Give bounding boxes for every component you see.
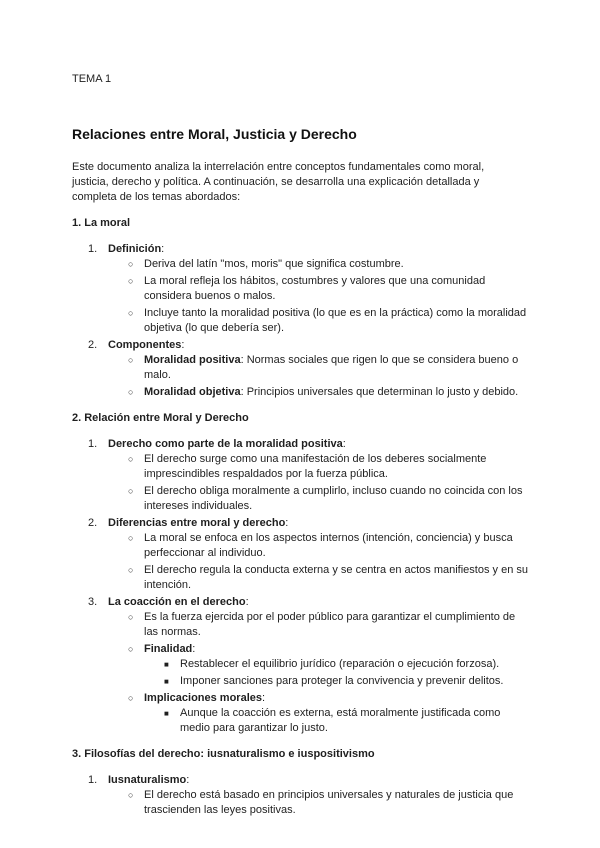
bullet-text: Aunque la coacción es externa, está moralmente justificada como medio para garantizar lo justo.	[180, 707, 501, 734]
circle-bullet-icon: ○	[128, 612, 134, 622]
bullet-text: La moral se enfoca en los aspectos internos (intención, conciencia) y busca perfeccionar al individuo.	[144, 532, 513, 559]
section-label: TEMA 1	[72, 73, 112, 85]
item-label: Iusnaturalismo	[108, 774, 187, 786]
page-title: Relaciones entre Moral, Justicia y Derecho	[72, 126, 357, 142]
list-item	[72, 516, 528, 593]
section-3-heading: 3. Filosofías del derecho: iusnaturalismo e iuspositivismo	[72, 748, 375, 760]
colon: :	[285, 517, 289, 529]
bullet-text: La moral refleja los hábitos, costumbres y valores que una comunidad considera buenos o malos.	[144, 275, 486, 302]
circle-bullet-icon: ○	[128, 693, 134, 703]
square-bullet-icon: ■	[164, 677, 169, 686]
square-bullet-icon: ■	[164, 709, 169, 718]
bullet-text: El derecho surge como una manifestación de los deberes socialmente imprescindibles respaldados por la fuerza pública.	[144, 453, 487, 480]
list-item	[72, 242, 528, 336]
circle-bullet-icon: ○	[128, 454, 134, 464]
list-item	[72, 338, 528, 400]
circle-bullet-icon: ○	[128, 387, 134, 397]
bullet-text: : Principios universales que determinan lo justo y debido.	[240, 386, 519, 398]
item-label: Derecho como parte de la moralidad positiva	[108, 438, 343, 450]
bullet-text: El derecho está basado en principios universales y naturales de justicia que trascienden las leyes positivas.	[144, 789, 514, 816]
circle-bullet-icon: ○	[128, 259, 134, 269]
list-item	[72, 773, 528, 818]
sub-bullet-item	[144, 657, 528, 672]
bullet-label: Implicaciones morales	[144, 692, 262, 704]
section-1-heading: 1. La moral	[72, 217, 131, 229]
square-bullet-icon: ■	[164, 660, 169, 669]
section-2-list	[72, 437, 528, 736]
bullet-item	[108, 563, 528, 593]
sub-bullet-item	[144, 674, 528, 689]
bullet-text: : Normas sociales que rigen lo que se considera bueno o malo.	[144, 354, 519, 381]
bullet-item	[108, 484, 528, 514]
bullet-item	[108, 306, 528, 336]
circle-bullet-icon: ○	[128, 355, 134, 365]
bullet-label: Moralidad positiva	[144, 354, 241, 366]
section-3-list	[72, 773, 528, 818]
bullet-label: Moralidad objetiva	[144, 386, 241, 398]
bullet-item	[108, 353, 528, 383]
sub-bullet-item	[144, 706, 528, 736]
circle-bullet-icon: ○	[128, 308, 134, 318]
item-number: 1.	[88, 438, 98, 450]
colon: :	[245, 596, 249, 608]
circle-bullet-icon: ○	[128, 565, 134, 575]
circle-bullet-icon: ○	[128, 276, 134, 286]
bullet-item	[108, 452, 528, 482]
list-item	[72, 437, 528, 514]
bullet-item	[108, 788, 528, 818]
bullet-item	[108, 691, 528, 736]
item-number: 1.	[88, 774, 98, 786]
circle-bullet-icon: ○	[128, 486, 134, 496]
bullet-text: Restablecer el equilibrio jurídico (reparación o ejecución forzosa).	[180, 658, 500, 670]
item-number: 2.	[88, 517, 98, 529]
colon: :	[262, 692, 266, 704]
bullet-item	[108, 610, 528, 640]
item-label: Componentes	[108, 339, 182, 351]
item-label: Diferencias entre moral y derecho	[108, 517, 286, 529]
colon: :	[161, 243, 165, 255]
item-number: 2.	[88, 339, 98, 351]
colon: :	[192, 643, 196, 655]
bullet-label: Finalidad	[144, 643, 193, 655]
item-label: Definición	[108, 243, 162, 255]
bullet-item	[108, 274, 528, 304]
bullet-item	[108, 531, 528, 561]
bullet-item	[108, 642, 528, 689]
list-item	[72, 595, 528, 736]
bullet-text: Imponer sanciones para proteger la convivencia y prevenir delitos.	[180, 675, 504, 687]
bullet-text: El derecho regula la conducta externa y se centra en actos manifiestos y en su intención.	[144, 564, 528, 591]
bullet-text: Deriva del latín "mos, moris" que significa costumbre.	[144, 258, 404, 270]
circle-bullet-icon: ○	[128, 790, 134, 800]
bullet-text: Incluye tanto la moralidad positiva (lo que es en la práctica) como la moralidad objetiva (lo que debería ser).	[144, 307, 527, 334]
colon: :	[186, 774, 190, 786]
section-1-list	[72, 242, 528, 400]
item-number: 3.	[88, 596, 98, 608]
bullet-text: Es la fuerza ejercida por el poder público para garantizar el cumplimiento de las normas.	[144, 611, 516, 638]
bullet-item	[108, 257, 528, 272]
bullet-item	[108, 385, 528, 400]
circle-bullet-icon: ○	[128, 644, 134, 654]
bullet-text: El derecho obliga moralmente a cumplirlo, incluso cuando no coincida con los intereses individuales.	[144, 485, 523, 512]
section-2-heading: 2. Relación entre Moral y Derecho	[72, 412, 249, 424]
item-label: La coacción en el derecho	[108, 596, 246, 608]
circle-bullet-icon: ○	[128, 533, 134, 543]
colon: :	[342, 438, 346, 450]
item-number: 1.	[88, 243, 98, 255]
colon: :	[181, 339, 185, 351]
intro-paragraph: Este documento analiza la interrelación entre conceptos fundamentales como moral, justicia, derecho y política. A continuación, se desarrolla una explicación detallada y completa de los temas abordados:	[72, 161, 485, 203]
